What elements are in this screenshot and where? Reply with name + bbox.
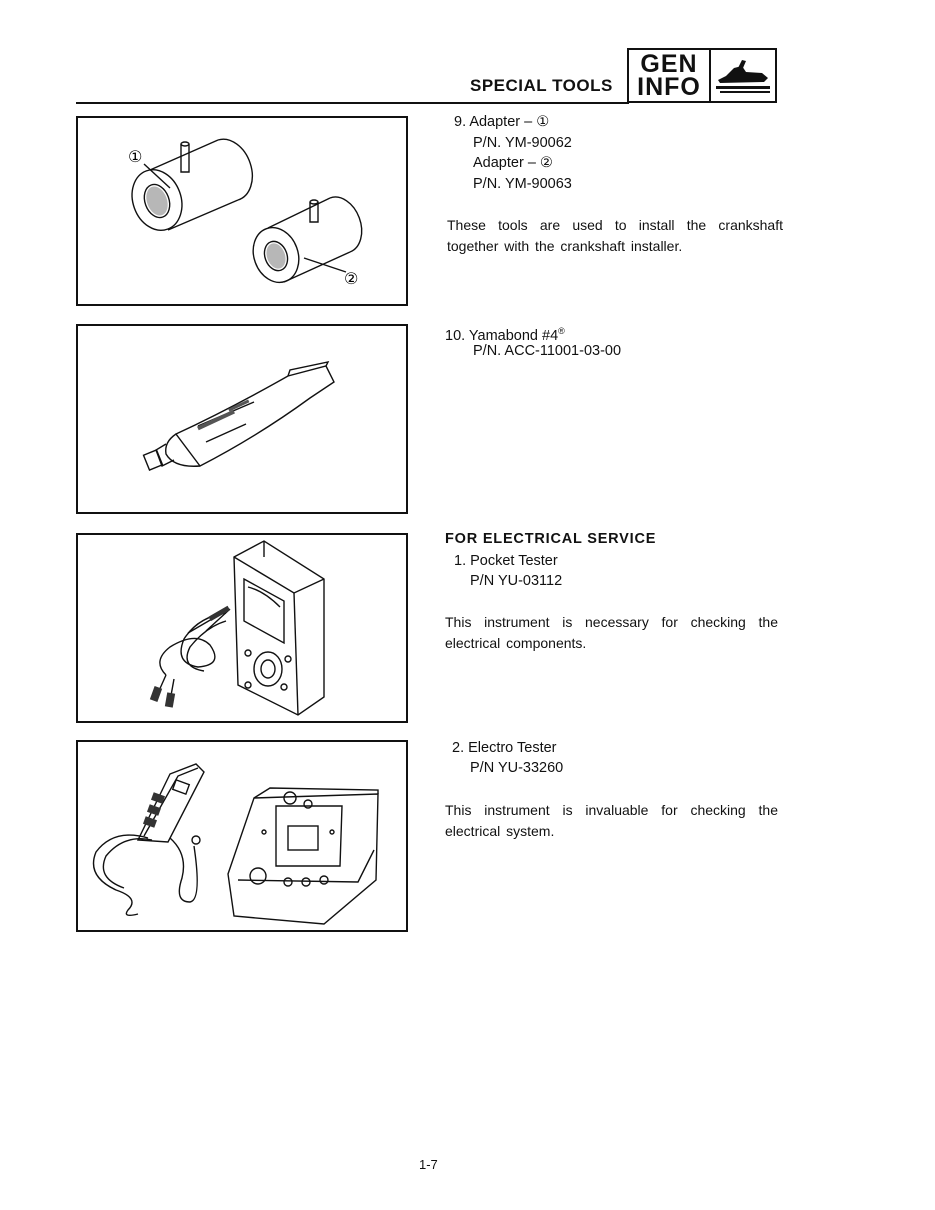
item-yamabond-pn: P/N. ACC-11001-03-00	[473, 343, 622, 359]
figure-label-2: ②	[344, 269, 359, 288]
electro-tester-description: This instrument is invaluable for checking the electrical system.	[445, 802, 778, 839]
registered-mark: ®	[558, 326, 565, 336]
electro-tester-figure	[76, 740, 408, 932]
figure-label-1: ①	[128, 147, 143, 166]
item-adapter-1-pn: P/N. YM-90062	[473, 135, 572, 151]
badge-line-info: INFO	[637, 72, 701, 101]
adapter-figure	[76, 116, 408, 306]
pocket-tester-figure	[76, 533, 408, 723]
page-number: 1-7	[419, 1157, 438, 1172]
item-pocket-tester-pn: P/N YU-03112	[470, 573, 563, 589]
item-adapter-2: Adapter – ②	[473, 155, 553, 171]
badge-text	[629, 50, 711, 101]
item-yamabond-label: 10. Yamabond #4	[445, 327, 559, 344]
adapter-description: These tools are used to install the crankshaft together with the crankshaft installer.	[447, 217, 783, 254]
electrical-heading: FOR ELECTRICAL SERVICE	[445, 531, 657, 547]
item-electro-tester: 2. Electro Tester	[452, 740, 557, 756]
item-pocket-tester: 1. Pocket Tester	[454, 553, 558, 569]
page-title: SPECIAL TOOLS	[470, 76, 613, 95]
header-rule	[76, 102, 629, 104]
item-adapter-2-pn: P/N. YM-90063	[473, 176, 572, 192]
badge-line-gen: GEN	[640, 49, 698, 78]
snowmobile-icon	[711, 50, 775, 101]
yamabond-figure	[76, 324, 408, 514]
item-adapter-1: 9. Adapter – ①	[454, 114, 550, 130]
section-badge	[627, 48, 777, 103]
item-electro-tester-pn: P/N YU-33260	[470, 760, 564, 776]
pocket-tester-description: This instrument is necessary for checking the electrical components.	[445, 614, 778, 651]
